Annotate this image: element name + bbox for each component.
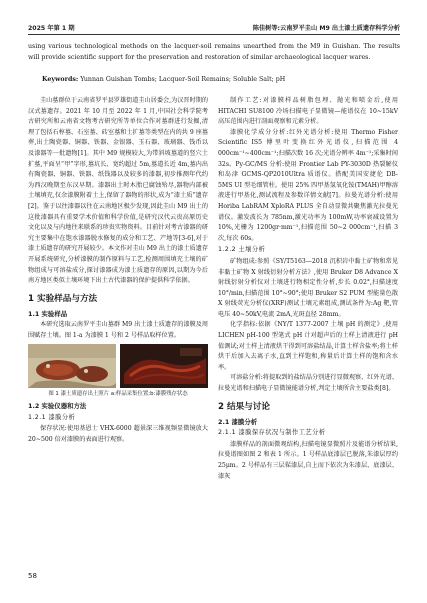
technique-paragraph: 制作工艺:对漆膜样品树脂包埋、抛光和喷金后,使用 HITACHI SU8100 冷场扫描电子显微镜—能谱仪在 10~15kV 高压范围内进行剖面观察和元素分析。 bbox=[218, 97, 398, 126]
subsubsection-heading-2-1-1: 2.1.1 漆膜保存状况与制作工艺分析 bbox=[218, 429, 326, 437]
running-title: 陈佳树等:云南罗平圭山 M9 出土漆土质遗存科学分析 bbox=[252, 25, 400, 32]
intro-paragraph: 圭山墓群位于云南省罗平县罗雄街道圭山居委会,为汉晋时期的汉式墓遗存。2021 年 10 月至 2022 年 1 月,中国社会科学院考古研究所和云南省文物考古研究所等单位合作对墓群进行发掘,清理了包括石椁墓、石室墓、砖室墓和土扩墓等类型在内的共 9 座墓葬,出土陶瓷器、铜器、铁器、金银器、玉石器、玻璃器、钱币以及漆器等一批遗物[1]。其中 M9 规模较大,为带斜坡墓道的竖穴土扩墓,平面呈“甲”字形,墓坑长、宽约超过 5m,墓道长近 4m,墓内出有陶瓷器、铜器、铁器、纸钱器以及较多的漆器,初步推测年代约为西汉晚期至东汉早期。漆器出土时木胎已腐蚀殆尽,器物内部被土壤填充,仅余漆膜附着土上,保留了器物的形状,成为“漆土质”遗存[2]。鉴于以往漆器以往在云南地区极少发现,因此圭山 M9 出土的这批漆器具有重要学术价值和科学价值,是研究汉代云贵高原历史文化以及与内地往来联系的珍贵实物资料。目前针对考古漆器的研究主要集中在饱水漆器脱水修复的成分和工艺、产地等[3-6],对于漆土质遗存的研究开展较少。本文作对圭山 M9 出土的漆土质遗存开展系统研究,分析漆膜的制作原料与工艺,检测周围填充土壤的矿物组成与可溶盐成分,探讨漆器成为漆土质遗存的原因,以期为今后南方地区类似土壤环境下出土古代漆器的保护提供科学依据。 bbox=[28, 97, 208, 285]
mineral-paragraph: 矿物组成:参照《SY/T5163—2018 沉积岩中黏土矿物和常见非黏土矿物 X 射线衍射分析方法》,使用 Bruker D8 Advance X 射线衍射分析仪对土壤进行物相定性分析,步长 0.02°,扫描速度 10°/min,扫描范围 10°~90°;使用 Bruker S2 PUM 型能量色散 X 射线荧光分析仪(XRF)测试土壤元素组成,测试条件为:Ag 靶,管电压 40~50kV,电流 2mA,光斑直径 28mm。 bbox=[218, 257, 398, 318]
samples-paragraph: 本研究选取云南罗平圭山墓群 M9 出土漆土质遗存的漆膜及周围赋存土壤。图 1-a 为漆膜 1 号和 2 号样品取样位置。 bbox=[28, 321, 208, 339]
subsubsection-heading-1-2-2: 1.2.2 土壤分析 bbox=[218, 246, 266, 254]
subsection-heading-2-1: 2.1 漆膜分析 bbox=[218, 417, 258, 426]
section-heading-2: 2 结果与讨论 bbox=[218, 401, 270, 412]
left-column bbox=[28, 96, 208, 445]
keywords-text: Yunnan Guishan Tombs; Lacquer-Soil Remains; Soluble Salt; pH bbox=[80, 76, 286, 83]
journal-issue: 2025 年第 1 期 bbox=[28, 25, 75, 32]
keywords bbox=[42, 75, 400, 86]
figure-1 bbox=[28, 344, 208, 399]
section-heading-1: 1 实验样品与方法 bbox=[28, 293, 98, 304]
subsubsection-heading-1-2-1: 1.2.1 漆膜分析 bbox=[28, 413, 76, 421]
preservation-paragraph: 保存状况:使用基恩士 VHX-6000 超景深三维视频显微镜放大 20~500 倍对漆膜的表面进行观察。 bbox=[28, 425, 208, 443]
abstract-tail: using various technological methods on the lacquer-soil remains unearthed from the M9 in Guishan. The results will provide scientific support for the preservation and restoration of similar archaeological lacquer wares. bbox=[28, 43, 400, 61]
subsection-heading-1-1: 1.1 实验样品 bbox=[28, 309, 68, 318]
running-header bbox=[28, 21, 400, 33]
excavation-photo bbox=[28, 344, 116, 388]
figure-1-caption: 图 1 漆土质遗存出土照片 a:样品采集位置;b:漆膜残存状态 bbox=[48, 391, 188, 398]
lacquer-film-photo bbox=[120, 344, 208, 388]
page-number: 58 bbox=[28, 572, 37, 580]
chemistry-paragraph: 漆膜化学成分分析:红外光谱分析:使用 Thermo Fisher Scientific IS5 傅里叶变换红外光谱仪,扫描范围 4 000cm⁻¹~400cm⁻¹;扫描次数 16 次;光谱分辨率 4m⁻¹;采集时间 32s。Py-GC/MS 分析:使用 Frontier Lab PY-3030D 热裂解仪和岛津 GCMS-QP2010Ultra 质谱仪。搭配美国安捷伦 DB-5MS UI 型毛细管柱。使用 25% 四甲基氢氧化铵(TMAH)甲醇溶液进行甲基化,测试流程及参数详情文献[7]。拉曼光谱分析:使用 Horiba LabRAM XploRA PLUS 全自动显微共聚焦激光拉曼光谱仪。激发波长为 785nm,激光功率为 100mW,功率衰减设置为 10%,光栅为 1200gr·mm⁻¹,扫描范围 50~2 000cm⁻¹,扫描 3 次,每次 60s。 bbox=[218, 128, 398, 242]
soluble-salt-paragraph: 可溶盐分析:将提取到的盐结晶分别进行显微观察、红外光谱、拉曼光谱和扫描电子显微镜能谱分析,判定土壤所含主要盐类[8]。 bbox=[218, 374, 398, 393]
subsection-heading-1-2: 1.2 实验仪器和方法 bbox=[28, 401, 87, 410]
chemical-index-paragraph: 化学指标:依据《NY/T 1377-2007 土壤 pH 的测定》,使用 LICHEN pH-100 型笔式 pH 计对超声后的土样上清液进行 pH 值测试;对土样上清液烘干得到可溶盐结晶,计算土样含盐率;将土样烘干后加入去离子水,直到土样饱和,称量后计算土样的饱和含水率。 bbox=[218, 321, 398, 371]
results-paragraph: 漆膜样品的剖面微观结构,扫描电镜显微照片及能谱分析结果,拉曼谱图如图 2 和表 1 所示。1 号样品底漆层已脱落,朱漆层厚约 25μm。2 号样品有三层髹漆层,自上而下依次为朱漆层、底漆层、漆灰 bbox=[218, 440, 398, 480]
header-rule bbox=[28, 34, 400, 35]
figure-1a-photo bbox=[28, 344, 116, 388]
figure-1b-photo bbox=[120, 344, 208, 388]
right-column bbox=[218, 96, 398, 482]
keywords-label: Keywords: bbox=[42, 76, 79, 83]
